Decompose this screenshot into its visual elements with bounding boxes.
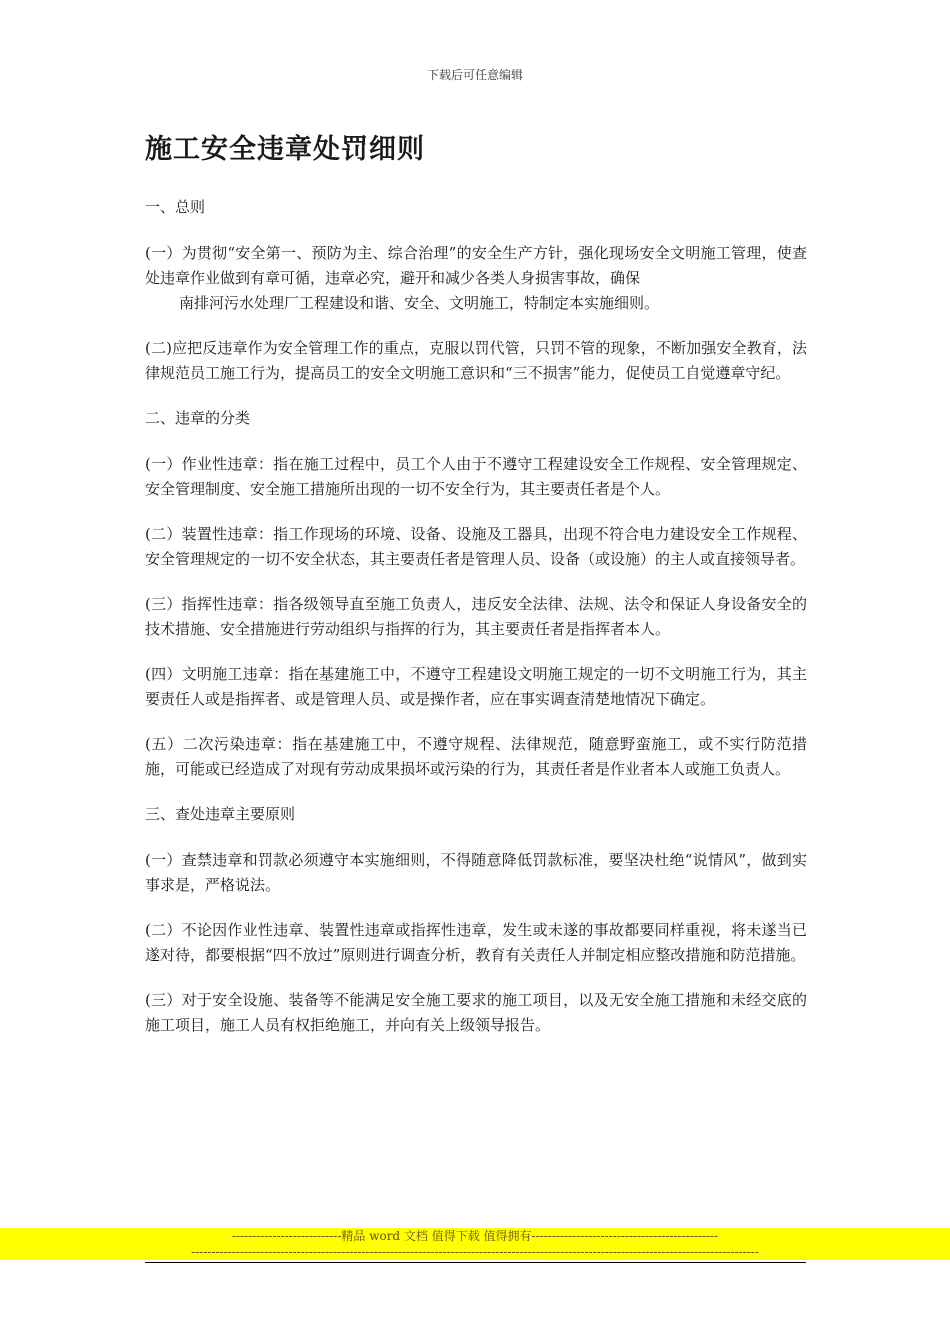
paragraph-general-1 [145, 241, 807, 316]
paragraph-principles-1: (一）查禁违章和罚款必须遵守本实施细则，不得随意降低罚款标准，要坚决杜绝“说情风”，做到实事求是，严格说法。 [145, 851, 807, 894]
section-heading-principles: 三、查处违章主要原则 [145, 805, 296, 823]
header-note: 下载后可任意编辑 [426, 68, 523, 82]
paragraph-general-2: (二)应把反违章作为安全管理工作的重点，克服以罚代管，只罚不管的现象，不断加强安全教育，法律规范员工施工行为，提高员工的安全文明施工意识和“三不损害”能力，促使员工自觉遵章守纪。 [145, 339, 807, 382]
section-heading-general: 一、总则 [145, 198, 206, 216]
paragraph-classification-5: (五）二次污染违章：指在基建施工中，不遵守规程、法律规范，随意野蛮施工，或不实行防范措施，可能或已经造成了对现有劳动成果损坏或污染的行为，其责任者是作业者本人或施工负责人。 [145, 735, 807, 778]
section-heading-classification: 二、违章的分类 [145, 409, 251, 427]
footer-line-2: -------------------------------------------------------------------------------------------------------------------------------------------- [191, 1245, 759, 1259]
paragraph-principles-3: (三）对于安全设施、装备等不能满足安全施工要求的施工项目，以及无安全施工措施和未经交底的施工项目，施工人员有权拒绝施工，并向有关上级领导报告。 [145, 991, 807, 1034]
paragraph-classification-4: (四）文明施工违章：指在基建施工中，不遵守工程建设文明施工规定的一切不文明施工行为，其主要责任人或是指挥者、或是管理人员、或是操作者，应在事实调查清楚地情况下确定。 [145, 665, 807, 708]
paragraph-text: (一）为贯彻“安全第一、预防为主、综合治理”的安全生产方针，强化现场安全文明施工管理，使查处违章作业做到有章可循，违章必究，避开和减少各类人身损害事故，确保 [145, 244, 807, 287]
paragraph-indented-line: 南排河污水处理厂工程建设和谐、安全、文明施工，特制定本实施细则。 [179, 294, 660, 312]
paragraph-classification-1: (一）作业性违章：指在施工过程中，员工个人由于不遵守工程建设安全工作规程、安全管理规定、安全管理制度、安全施工措施所出现的一切不安全行为，其主要责任者是个人。 [145, 455, 807, 498]
footer-line-1: ---------------------------精品 word 文档 值得下载 值得拥有---------------------------------------------- [231, 1229, 719, 1243]
footer-divider [145, 1262, 806, 1263]
paragraph-principles-2: (二）不论因作业性违章、装置性违章或指挥性违章，发生或未遂的事故都要同样重视，将未遂当已遂对待，都要根据“四不放过”原则进行调查分析，教育有关责任人并制定相应整改措施和防范措施。 [145, 921, 807, 964]
paragraph-classification-3: (三）指挥性违章：指各级领导直至施工负责人，违反安全法律、法规、法令和保证人身设备安全的技术措施、安全措施进行劳动组织与指挥的行为，其主要责任者是指挥者本人。 [145, 595, 807, 638]
footer-banner [0, 1228, 950, 1260]
paragraph-classification-2: (二）装置性违章：指工作现场的环境、设备、设施及工器具，出现不符合电力建设安全工作规程、安全管理规定的一切不安全状态，其主要责任者是管理人员、设备（或设施）的主人或直接领导者。 [145, 525, 807, 568]
document-body [145, 195, 807, 1058]
page-title: 施工安全违章处罚细则 [145, 134, 425, 165]
